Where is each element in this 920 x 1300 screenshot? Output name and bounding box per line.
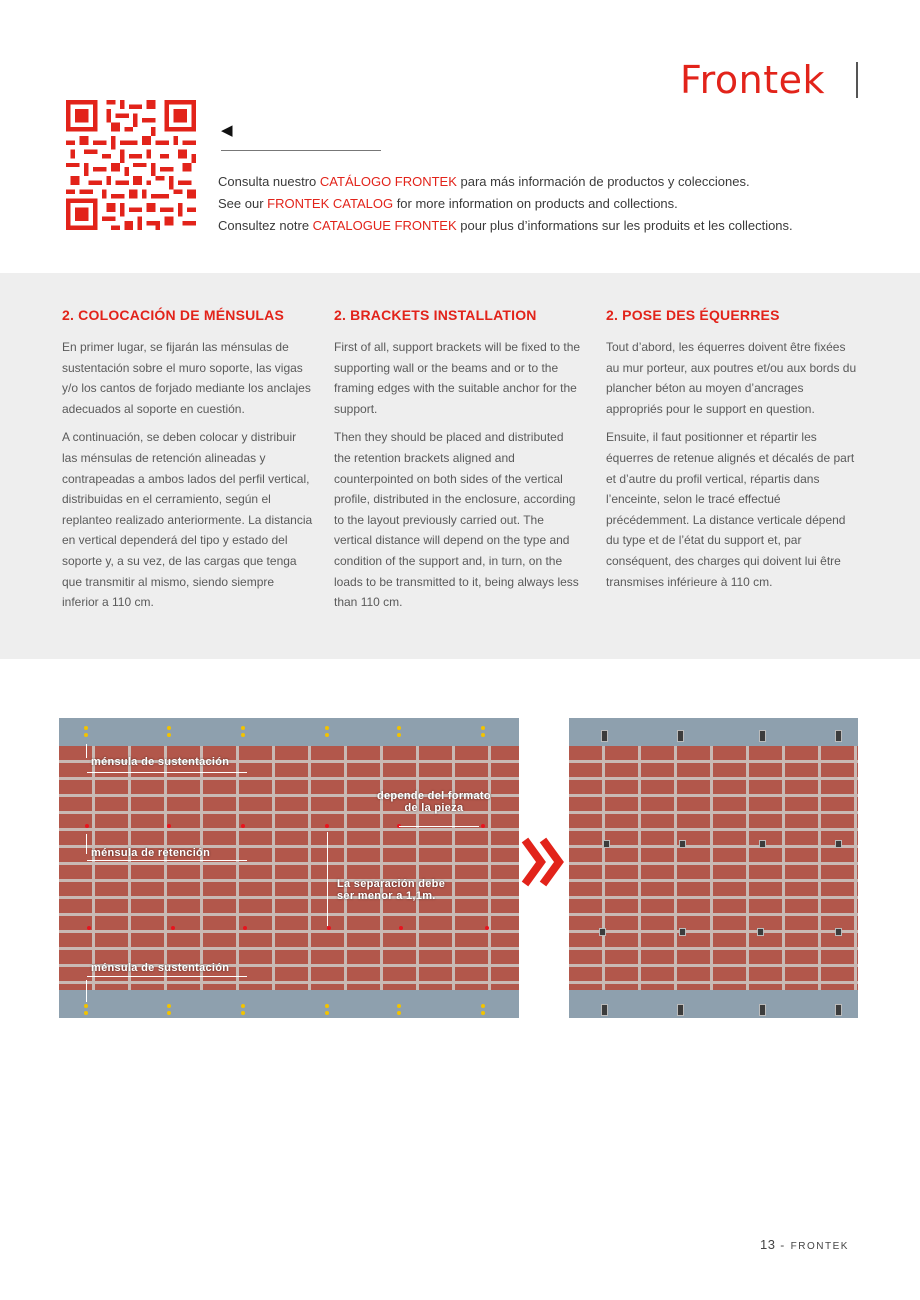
- retention-bracket-marker: [485, 926, 489, 930]
- concrete-slab-top: [569, 718, 858, 746]
- support-bracket: [759, 730, 766, 742]
- intro-line-en: [218, 193, 793, 215]
- column-spanish: [62, 307, 314, 621]
- retention-bracket-marker: [327, 926, 331, 930]
- support-bracket: [835, 1004, 842, 1016]
- catalog-link-fr[interactable]: CATALOGUE FRONTEK: [312, 218, 457, 233]
- support-bracket-marker: [481, 1004, 485, 1008]
- concrete-slab-bottom: [59, 990, 519, 1018]
- support-bracket-marker: [84, 733, 88, 737]
- catalog-link-en[interactable]: FRONTEK CATALOG: [267, 196, 394, 211]
- paragraph: Then they should be placed and distributed the retention brackets aligned and counterpointed on both sides of the vertical profile, distributed in the enclosure, according to the layout previously carried out. The vertical distance will depend on the type and condition of the support and, in turn, on the loads to be transmitted to it, being always less than 110 cm.: [334, 430, 579, 610]
- label-underline: [87, 772, 247, 773]
- dimension-line: [86, 744, 87, 758]
- support-bracket-marker: [167, 1011, 171, 1015]
- paragraph: En primer lugar, se fijarán las ménsulas de sustentación sobre el muro soporte, las vigas y/o los cantos de forjado mediante los anclajes adecuados al soporte en cuestión.: [62, 340, 311, 416]
- support-bracket-marker: [241, 726, 245, 730]
- logo-divider: [856, 62, 858, 98]
- intro-text: Consultez notre: [218, 218, 313, 233]
- support-bracket: [601, 1004, 608, 1016]
- dimension-line: [399, 826, 479, 827]
- support-bracket-marker: [84, 726, 88, 730]
- brick-wall: [59, 746, 519, 990]
- support-bracket-marker: [481, 1011, 485, 1015]
- support-bracket-marker: [325, 1011, 329, 1015]
- label-underline: [87, 860, 247, 861]
- section-title-en: 2. BRACKETS INSTALLATION: [334, 307, 537, 323]
- support-bracket-marker: [241, 1004, 245, 1008]
- paragraph: Tout d’abord, les équerres doivent être fixées au mur porteur, aux poutres et/ou aux bords du plancher béton au moyen d’ancrages appropriés pour le support en question.: [606, 340, 857, 416]
- retention-bracket-marker: [325, 824, 329, 828]
- label-retention: ménsula de retención: [91, 847, 211, 859]
- support-bracket: [759, 1004, 766, 1016]
- page-footer: [760, 1237, 849, 1252]
- concrete-slab-top: [59, 718, 519, 746]
- support-bracket-marker: [397, 1011, 401, 1015]
- support-bracket: [677, 1004, 684, 1016]
- label-depends-format: depende del formato de la pieza: [377, 790, 491, 814]
- label-support-top: ménsula de sustentación: [91, 756, 230, 768]
- support-bracket: [601, 730, 608, 742]
- retention-bracket: [835, 928, 842, 936]
- dimension-line: [86, 980, 87, 1002]
- retention-bracket-marker: [243, 926, 247, 930]
- intro-line-es: [218, 171, 793, 193]
- support-bracket-marker: [167, 733, 171, 737]
- concrete-slab-bottom: [569, 990, 858, 1018]
- intro-text: for more information on products and collections.: [393, 196, 678, 211]
- label-support-bottom: ménsula de sustentación: [91, 962, 230, 974]
- paragraph: Ensuite, il faut positionner et répartir les équerres de retenue alignés et décalés de part et d’autre du profil vertical, répartis dans l’enceinte, selon le tracé effectué précédemment. La distance verticale dépend du type et de l’état du support et, par conséquent, des charges qui doivent lui être transmises inférieure à 110 cm.: [606, 430, 855, 589]
- intro-text: Consulta nuestro: [218, 174, 320, 189]
- qr-code[interactable]: [66, 100, 196, 230]
- support-bracket: [677, 730, 684, 742]
- retention-bracket-marker: [481, 824, 485, 828]
- divider-line: [221, 150, 381, 151]
- frontek-logo: Frontek: [680, 58, 825, 102]
- intro-text: para más información de productos y colecciones.: [456, 174, 750, 189]
- retention-bracket-marker: [241, 824, 245, 828]
- support-bracket-marker: [397, 726, 401, 730]
- retention-bracket: [835, 840, 842, 848]
- retention-bracket-marker: [167, 824, 171, 828]
- retention-bracket: [603, 840, 610, 848]
- support-bracket-marker: [167, 1004, 171, 1008]
- retention-bracket: [599, 928, 606, 936]
- support-bracket-marker: [325, 726, 329, 730]
- installed-brackets-photo: [569, 718, 858, 1018]
- intro-text: See our: [218, 196, 268, 211]
- separation-dimension-line: [327, 832, 328, 926]
- support-bracket: [835, 730, 842, 742]
- retention-bracket: [757, 928, 764, 936]
- support-bracket-marker: [325, 733, 329, 737]
- intro-text: pour plus d’informations sur les produits et les collections.: [456, 218, 793, 233]
- support-bracket-marker: [397, 733, 401, 737]
- retention-bracket-marker: [87, 926, 91, 930]
- footer-separator: -: [775, 1238, 791, 1252]
- footer-brand: FRONTEK: [790, 1241, 849, 1252]
- support-bracket-marker: [397, 1004, 401, 1008]
- support-bracket-marker: [84, 1011, 88, 1015]
- label-separation: La separación debe ser menor a 1,1m.: [337, 878, 446, 902]
- retention-bracket-marker: [171, 926, 175, 930]
- annotated-wall-photo: [59, 718, 519, 1018]
- support-bracket-marker: [325, 1004, 329, 1008]
- section-title-fr: 2. POSE DES ÉQUERRES: [606, 307, 780, 323]
- label-underline: [87, 976, 247, 977]
- catalog-intro: [218, 171, 793, 237]
- intro-line-fr: [218, 215, 793, 237]
- page-number: 13: [760, 1237, 776, 1252]
- catalog-link-es[interactable]: CATÁLOGO FRONTEK: [319, 174, 457, 189]
- paragraph: A continuación, se deben colocar y distribuir las ménsulas de retención alineadas y contrapeadas a ambos lados del perfil vertical, distribuidas en el cerramiento, según el replanteo realizado anteriormente. La distancia en vertical dependerá del tipo y estado del soporte y, a su vez, de las cargas que tenga que transmitir al mismo, siendo siempre inferior a 110 cm.: [62, 430, 313, 610]
- brick-wall: [569, 746, 858, 990]
- retention-bracket-marker: [399, 926, 403, 930]
- retention-bracket: [679, 928, 686, 936]
- paragraph: First of all, support brackets will be fixed to the supporting wall or the beams and or to the framing edges with the suitable anchor for the support.: [334, 340, 581, 416]
- column-english: [334, 307, 582, 621]
- support-bracket-marker: [167, 726, 171, 730]
- retention-bracket: [759, 840, 766, 848]
- support-bracket-marker: [84, 1004, 88, 1008]
- support-bracket-marker: [241, 1011, 245, 1015]
- column-french: [606, 307, 862, 600]
- retention-bracket: [679, 840, 686, 848]
- dimension-line: [86, 834, 87, 854]
- support-bracket-marker: [481, 733, 485, 737]
- support-bracket-marker: [241, 733, 245, 737]
- retention-bracket-marker: [85, 824, 89, 828]
- back-arrow-icon[interactable]: ◀: [221, 122, 233, 139]
- section-title-es: 2. COLOCACIÓN DE MÉNSULAS: [62, 307, 285, 323]
- support-bracket-marker: [481, 726, 485, 730]
- double-chevron-right-icon: [519, 834, 569, 890]
